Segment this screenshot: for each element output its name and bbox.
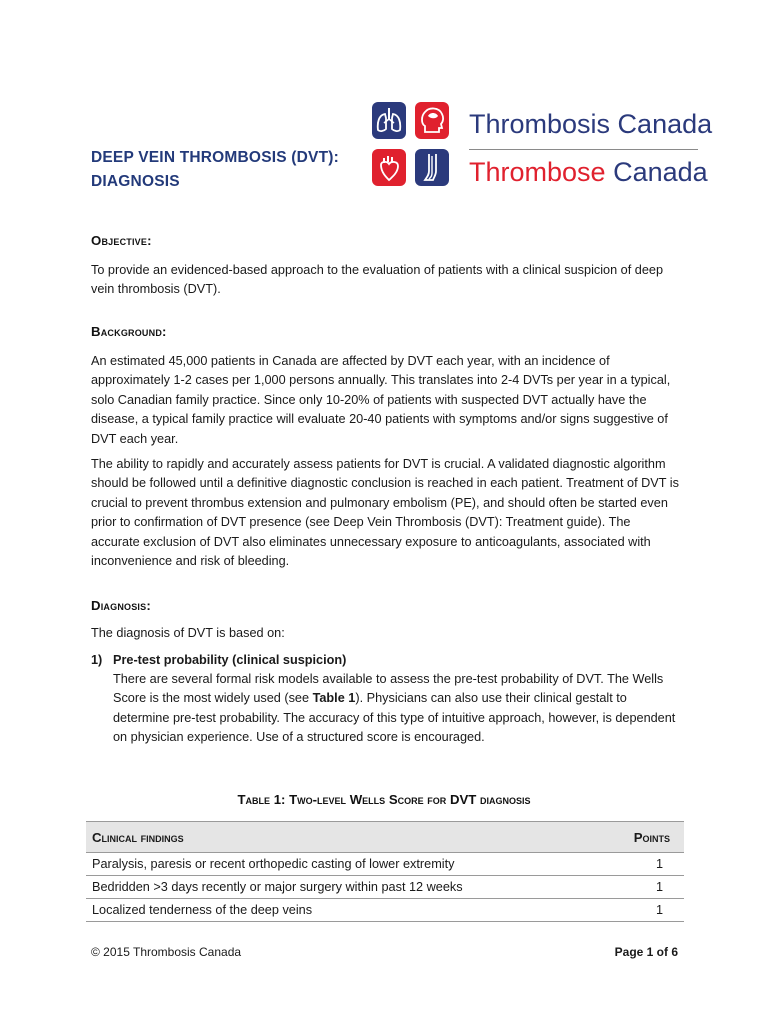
list-item-title: Pre-test probability (clinical suspicion): [113, 653, 347, 667]
points-cell: 1: [607, 853, 684, 876]
head-icon: [415, 102, 449, 139]
background-heading: Background:: [91, 324, 167, 339]
table-caption: Table 1: Two-level Wells Score for DVT diagnosis: [237, 792, 531, 807]
leg-vein-icon: [415, 149, 449, 186]
footer-page-number: Page 1 of 6: [614, 945, 678, 959]
list-item-number: 1): [91, 653, 103, 667]
points-cell: 1: [607, 876, 684, 899]
diagnosis-heading: Diagnosis:: [91, 598, 151, 613]
logo-word-thrombose: Thrombose: [469, 157, 606, 187]
finding-cell: Bedridden >3 days recently or major surgery within past 12 weeks: [86, 876, 607, 899]
finding-cell: Paralysis, paresis or recent orthopedic casting of lower extremity: [86, 853, 607, 876]
background-paragraph-2: The ability to rapidly and accurately assess patients for DVT is crucial. A validated diagnostic algorithm should be followed until a definitive diagnostic conclusion is reached in each patient. Treatment of DVT is crucial to prevent thrombus extension and pulmonary embolism (PE), and should often be started even prior to confirmation of DVT presence (see Deep Vein Thrombosis (DVT): Treatment guide). The accurate exclusion of DVT also eliminates unnecessary exposure to anticoagulants, associated with inconvenience and risk of bleeding.: [91, 457, 679, 569]
document-title: [91, 146, 371, 194]
title-line-2: DIAGNOSIS: [91, 173, 180, 190]
diagnosis-intro: The diagnosis of DVT is based on:: [91, 626, 285, 640]
table-header-row: [86, 822, 684, 853]
logo-divider: [469, 149, 698, 150]
title-line-1: DEEP VEIN THROMBOSIS (DVT):: [91, 149, 339, 166]
lungs-icon: [372, 102, 406, 139]
logo-word-canada: Canada: [610, 109, 713, 139]
background-paragraph-1: An estimated 45,000 patients in Canada are affected by DVT each year, with an incidence of approximately 1-2 cases per 1,000 persons annually. This translates into 2-4 DVTs per year in a typical, solo Canadian family practice. Since only 10-20% of patients with suspected DVT actually have the disease, a typical family practice will evaluate 20-40 patients with symptoms and/or signs suggestive of DVT each year.: [91, 354, 671, 446]
objective-heading: Objective:: [91, 233, 152, 248]
thrombosis-canada-logo: [372, 102, 713, 194]
logo-word-canada-fr: Canada: [605, 157, 708, 187]
table-row: [86, 853, 684, 876]
table-row: [86, 899, 684, 922]
column-header-findings: Clinical findings: [86, 822, 607, 853]
finding-cell: Localized tenderness of the deep veins: [86, 899, 607, 922]
footer-copyright: © 2015 Thrombosis Canada: [91, 945, 242, 959]
column-header-points: Points: [607, 822, 684, 853]
list-body-part-1: There are several formal risk models available to assess the pre-test probability of DVT. The Wells Score is the most widely used (see: [113, 672, 664, 706]
table-reference-link: Table 1: [312, 691, 356, 706]
list-item-body: [113, 670, 683, 748]
wells-score-table: [86, 821, 684, 922]
logo-word-thrombosis: Thrombosis: [469, 109, 611, 139]
logo-text-french: [469, 156, 708, 188]
list-body-part-2: ). Physicians can also use their clinical gestalt to determine pre-test probability. The accuracy of this type of intuitive approach, however, is dependent on physician experience. Use of a structured score is encouraged.: [113, 691, 676, 745]
points-cell: 1: [607, 899, 684, 922]
logo-text-english: [469, 108, 712, 140]
objective-text: To provide an evidenced-based approach to the evaluation of patients with a clinical suspicion of deep vein thrombosis (DVT).: [91, 263, 664, 297]
heart-icon: [372, 149, 406, 186]
table-row: [86, 876, 684, 899]
